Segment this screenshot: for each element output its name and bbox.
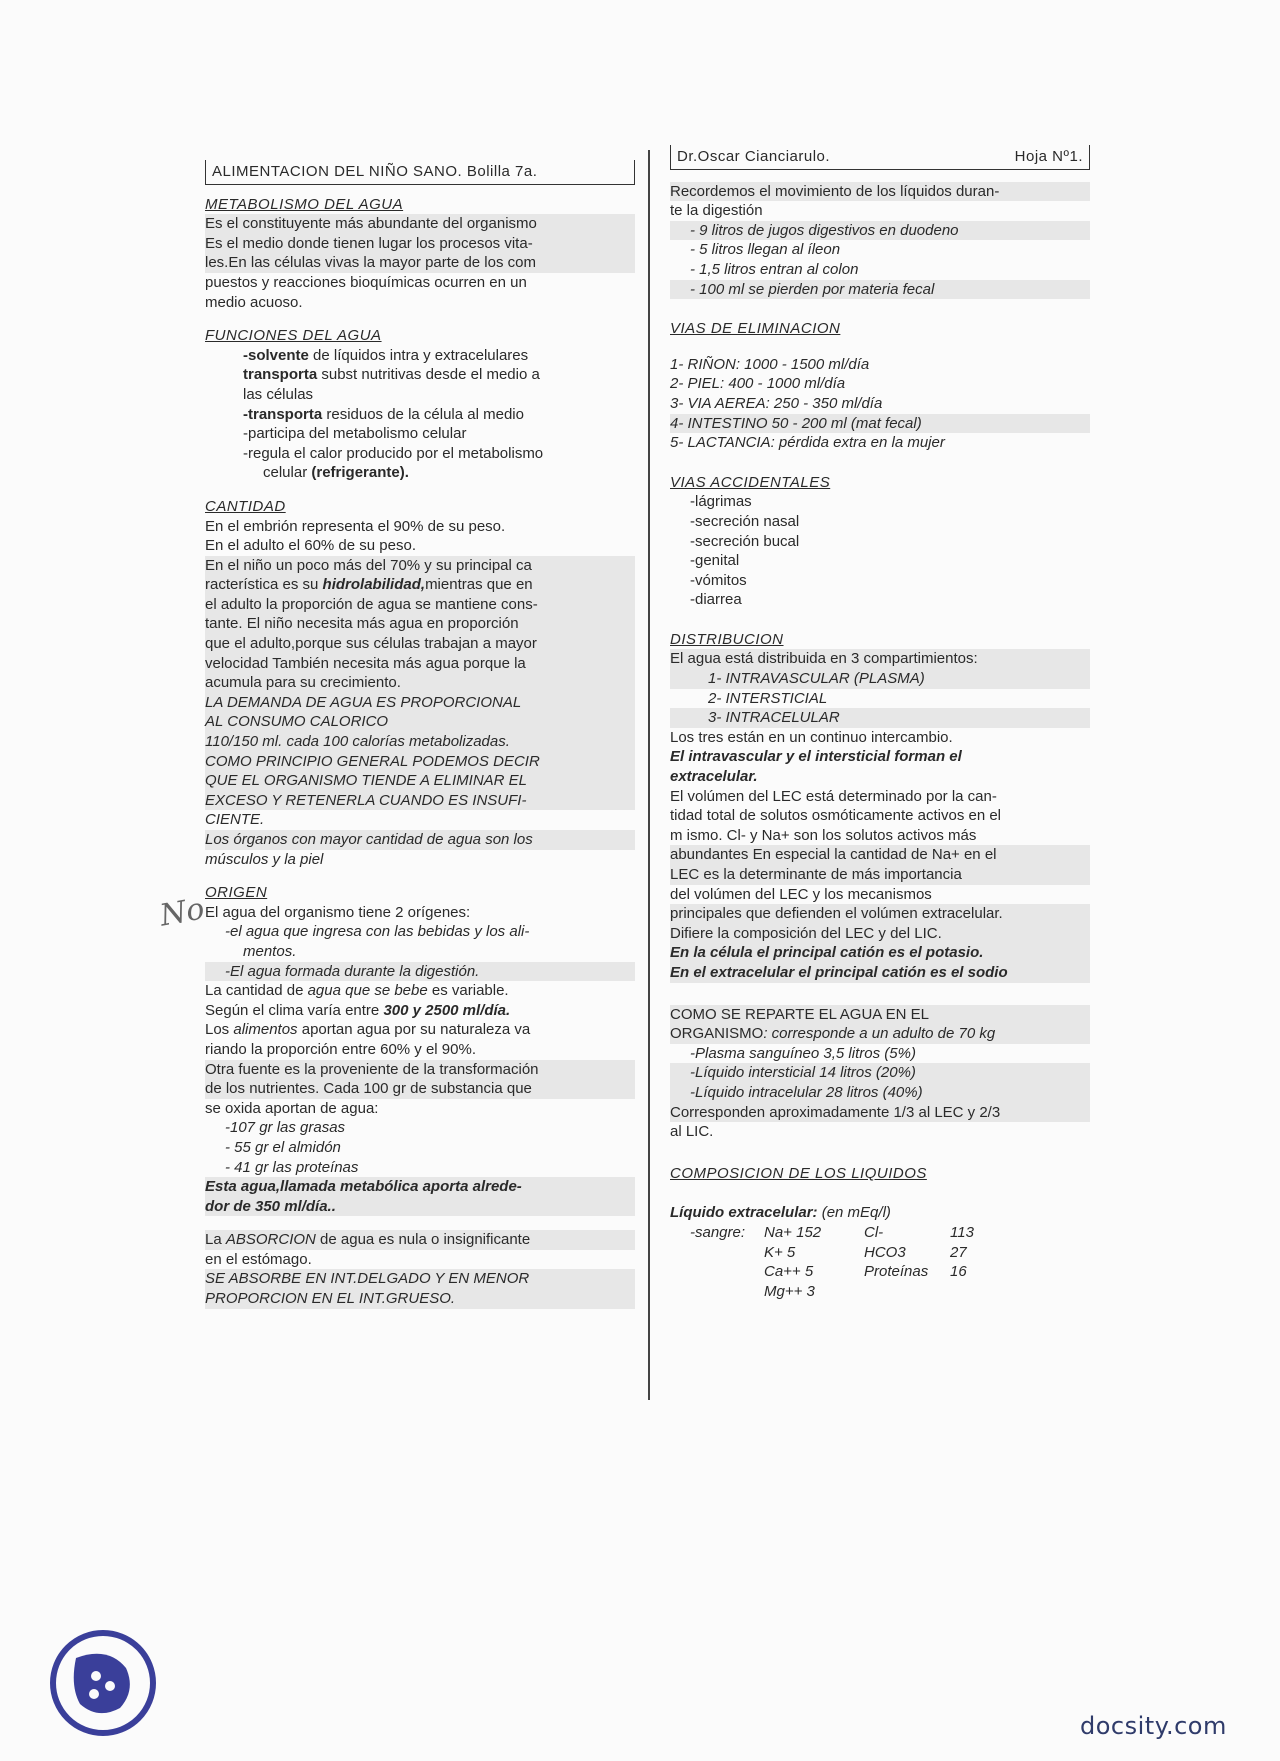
document-title: ALIMENTACION DEL NIÑO SANO. Bolilla 7a. [212, 163, 538, 180]
text-line: SE ABSORBE EN INT.DELGADO Y EN MENOR [205, 1269, 635, 1289]
text-line: En el niño un poco más del 70% y su principal ca [205, 556, 635, 576]
list-item: 3- VIA AEREA: 250 - 350 ml/día [670, 394, 883, 412]
text-line: m ismo. Cl- y Na+ son los solutos activos más [670, 826, 977, 844]
text-span: aportan agua por su naturaleza va [297, 1021, 531, 1039]
text-line: Los tres están en un continuo intercambio. [670, 728, 953, 746]
funciones-body [205, 346, 635, 483]
table-cell [864, 1282, 950, 1302]
digestion-block [670, 182, 1090, 300]
table-cell: 113 [950, 1223, 974, 1241]
list-item: 2- PIEL: 400 - 1000 ml/día [670, 375, 846, 393]
text-line: En el adulto el 60% de su peso. [205, 537, 416, 555]
text-span: ORGANISMO [670, 1025, 764, 1043]
electrolytes-table [690, 1223, 1090, 1301]
text-line: dor de 350 ml/día.. [205, 1197, 635, 1217]
text-line: - 1,5 litros entran al colon [690, 260, 859, 278]
heading-funciones: FUNCIONES DEL AGUA [205, 327, 382, 345]
list-item: -Líquido intracelular 28 litros (40%) [670, 1083, 1090, 1103]
text-line: Recordemos el movimiento de los líquidos duran- [670, 182, 1090, 202]
text-line: Los órganos con mayor cantidad de agua son los [205, 830, 635, 850]
column-divider [648, 150, 650, 1400]
cantidad-body [205, 517, 635, 870]
text-line: - 9 litros de jugos digestivos en duodeno [670, 221, 1090, 241]
text-line: Corresponden aproximadamente 1/3 al LEC y 2/3 [670, 1103, 1090, 1123]
origen-body [205, 903, 635, 1309]
text-bold-italic: 300 y 2500 ml/día. [383, 1001, 511, 1019]
text-line: En el extracelular el principal catión es el sodio [670, 963, 1090, 983]
text-span: de líquidos intra y extracelulares [308, 346, 529, 364]
text-bold: transporta [243, 366, 318, 384]
text-line: al LIC. [670, 1123, 714, 1141]
text-line: Esta agua,llamada metabólica aporta alrede- [205, 1177, 635, 1197]
accidentales-list [670, 492, 1090, 610]
text-span: de agua es nula o insignificante [315, 1231, 531, 1249]
eliminacion-list [670, 355, 1090, 453]
text-line: EXCESO Y RETENERLA CUANDO ES INSUFI- [205, 791, 635, 811]
text-span: residuos de la célula al medio [322, 405, 524, 423]
text-line: El volúmen del LEC está determinado por la can- [670, 787, 997, 805]
text-line: tante. El niño necesita más agua en proporción [205, 614, 635, 634]
text-line: CIENTE. [205, 811, 265, 829]
table-cell [836, 1262, 864, 1282]
text-line: PROPORCION EN EL INT.GRUESO. [205, 1289, 635, 1309]
text-line: 3- INTRACELULAR [670, 708, 1090, 728]
table-cell: 27 [950, 1243, 967, 1261]
text-bold: -solvente [243, 346, 309, 364]
text-italic: agua que se bebe [307, 982, 428, 1000]
right-header-box [670, 145, 1090, 170]
text-line: velocidad También necesita más agua porque la [205, 654, 635, 674]
text-italic: ABSORCION [225, 1231, 316, 1249]
sheet-number: Hoja Nº1. [1014, 148, 1083, 165]
heading-eliminacion: VIAS DE ELIMINACION [670, 320, 841, 338]
text-line: riando la proporción entre 60% y el 90%. [205, 1040, 476, 1058]
text-line: mentos. [243, 942, 297, 960]
list-item: 4- INTESTINO 50 - 200 ml (mat fecal) [670, 414, 1090, 434]
text-line: músculos y la piel [205, 850, 324, 868]
text-line: -el agua que ingresa con las bebidas y los ali- [225, 923, 530, 941]
text-line: LA DEMANDA DE AGUA ES PROPORCIONAL [205, 693, 635, 713]
list-item: -secreción bucal [690, 532, 800, 550]
text-line: el adulto la proporción de agua se mantiene cons- [205, 595, 635, 615]
text-span: subst nutritivas desde el medio a [317, 366, 540, 384]
heading-cantidad: CANTIDAD [205, 497, 286, 515]
text-line: En el embrión representa el 90% de su peso. [205, 517, 506, 535]
handwritten-margin-note: No [157, 891, 208, 934]
text-italic: : corresponde a un adulto de 70 kg [763, 1025, 996, 1043]
text-line: -regula el calor producido por el metabolismo [243, 444, 544, 462]
text-span: Los [205, 1021, 234, 1039]
text-line: El agua del organismo tiene 2 orígenes: [205, 903, 471, 921]
list-item: -diarrea [690, 591, 742, 609]
text-line: les.En las células vivas la mayor parte de los com [205, 253, 635, 273]
text-span: es variable. [427, 982, 509, 1000]
text-span: mientras que en [425, 576, 533, 594]
text-line: Difiere la composición del LEC y del LIC. [670, 924, 1090, 944]
text-line: - 5 litros llegan al íleon [690, 241, 841, 259]
text-line: abundantes En especial la cantidad de Na+ en el [670, 845, 1090, 865]
list-item: -lágrimas [690, 493, 752, 511]
text-line: del volúmen del LEC y los mecanismos [670, 885, 932, 903]
table-cell: Proteínas [864, 1263, 929, 1281]
heading-distribucion: DISTRIBUCION [670, 630, 784, 648]
text-line: te la digestión [670, 202, 763, 220]
table-cell: HCO3 [864, 1243, 906, 1261]
table-cell [836, 1223, 864, 1243]
table-cell: -sangre: [690, 1223, 746, 1241]
text-line: acumula para su crecimiento. [205, 673, 635, 693]
list-item: -genital [690, 552, 740, 570]
list-item: 1- RIÑON: 1000 - 1500 ml/día [670, 355, 870, 373]
text-line: -participa del metabolismo celular [243, 425, 467, 443]
heading-origen: ORIGEN [205, 884, 268, 902]
left-header-box [205, 160, 635, 185]
table-cell: Mg++ 3 [764, 1282, 815, 1300]
text-line: 2- INTERSTICIAL [708, 689, 828, 707]
text-bold: (refrigerante). [311, 464, 409, 482]
text-italic: (en mEq/l) [817, 1204, 891, 1222]
text-line: - 55 gr el almidón [225, 1138, 341, 1156]
table-cell [690, 1243, 764, 1263]
table-cell: Ca++ 5 [764, 1263, 814, 1281]
watermark: docsity.com [1080, 1712, 1227, 1740]
table-cell: K+ 5 [764, 1243, 796, 1261]
text-span: racterística es su [205, 576, 323, 594]
table-cell [690, 1262, 764, 1282]
text-line: El intravascular y el intersticial forman el [670, 748, 962, 766]
docsity-seal-icon [48, 1628, 158, 1738]
list-item: 5- LACTANCIA: pérdida extra en la mujer [670, 434, 945, 452]
text-line: QUE EL ORGANISMO TIENDE A ELIMINAR EL [205, 771, 635, 791]
text-line: COMO PRINCIPIO GENERAL PODEMOS DECIR [205, 752, 635, 772]
text-line: se oxida aportan de agua: [205, 1099, 379, 1117]
left-column [205, 160, 635, 1309]
right-column [670, 145, 1090, 1301]
text-line: - 100 ml se pierden por materia fecal [670, 280, 1090, 300]
distribucion-body [670, 649, 1090, 982]
heading-composicion: COMPOSICION DE LOS LIQUIDOS [670, 1164, 927, 1182]
text-line: El agua está distribuida en 3 compartimientos: [670, 649, 1090, 669]
text-line: 110/150 ml. cada 100 calorías metabolizadas. [205, 732, 635, 752]
text-bold: -transporta [243, 405, 323, 423]
list-item: -Plasma sanguíneo 3,5 litros (5%) [690, 1044, 916, 1062]
text-line: 1- INTRAVASCULAR (PLASMA) [670, 669, 1090, 689]
heading-metabolismo: METABOLISMO DEL AGUA [205, 195, 404, 213]
heading-accidentales: VIAS ACCIDENTALES [670, 473, 831, 491]
text-line: las células [243, 385, 314, 403]
text-span: celular [263, 464, 312, 482]
table-cell: 16 [950, 1263, 967, 1281]
text-line: extracelular. [670, 768, 758, 786]
metabolismo-body [205, 214, 635, 312]
text-line: -El agua formada durante la digestión. [205, 962, 635, 982]
text-line: principales que defienden el volúmen extracelular. [670, 904, 1090, 924]
table-cell [950, 1282, 990, 1302]
text-line: de los nutrientes. Cada 100 gr de substancia que [205, 1079, 635, 1099]
text-line: puestos y reacciones bioquímicas ocurren en un [205, 273, 527, 291]
text-italic: alimentos [233, 1021, 298, 1039]
text-line: LEC es la determinante de más importancia [670, 865, 1090, 885]
text-span: La [205, 1231, 226, 1249]
text-line: en el estómago. [205, 1250, 312, 1268]
table-cell [836, 1243, 864, 1263]
composicion-body [670, 1203, 1090, 1301]
text-span: La cantidad de [205, 982, 308, 1000]
text-line: -107 gr las grasas [225, 1119, 346, 1137]
reparte-block [670, 1005, 1090, 1142]
text-bold-italic: hidrolabilidad, [322, 576, 426, 594]
text-line: medio acuoso. [205, 293, 303, 311]
author-name: Dr.Oscar Cianciarulo. [677, 148, 831, 165]
text-line: Otra fuente es la proveniente de la transformación [205, 1060, 635, 1080]
text-line: - 41 gr las proteínas [225, 1158, 359, 1176]
text-bold-italic: Líquido extracelular: [670, 1204, 818, 1222]
table-cell: Na+ 152 [764, 1223, 822, 1241]
table-cell [836, 1282, 864, 1302]
list-item: -secreción nasal [690, 512, 800, 530]
text-line: Es el medio donde tienen lugar los procesos vita- [205, 234, 635, 254]
list-item: -vómitos [690, 571, 747, 589]
text-line: COMO SE REPARTE EL AGUA EN EL [670, 1005, 1090, 1025]
text-line: En la célula el principal catión es el potasio. [670, 943, 1090, 963]
text-line: que el adulto,porque sus células trabajan a mayor [205, 634, 635, 654]
text-span: Según el clima varía entre [205, 1001, 384, 1019]
table-cell: Cl- [864, 1223, 884, 1241]
table-cell [690, 1282, 764, 1302]
text-line: AL CONSUMO CALORICO [205, 712, 635, 732]
text-line: Es el constituyente más abundante del organismo [205, 214, 635, 234]
list-item: -Líquido intersticial 14 litros (20%) [670, 1063, 1090, 1083]
text-line: tidad total de solutos osmóticamente activos en el [670, 807, 1002, 825]
